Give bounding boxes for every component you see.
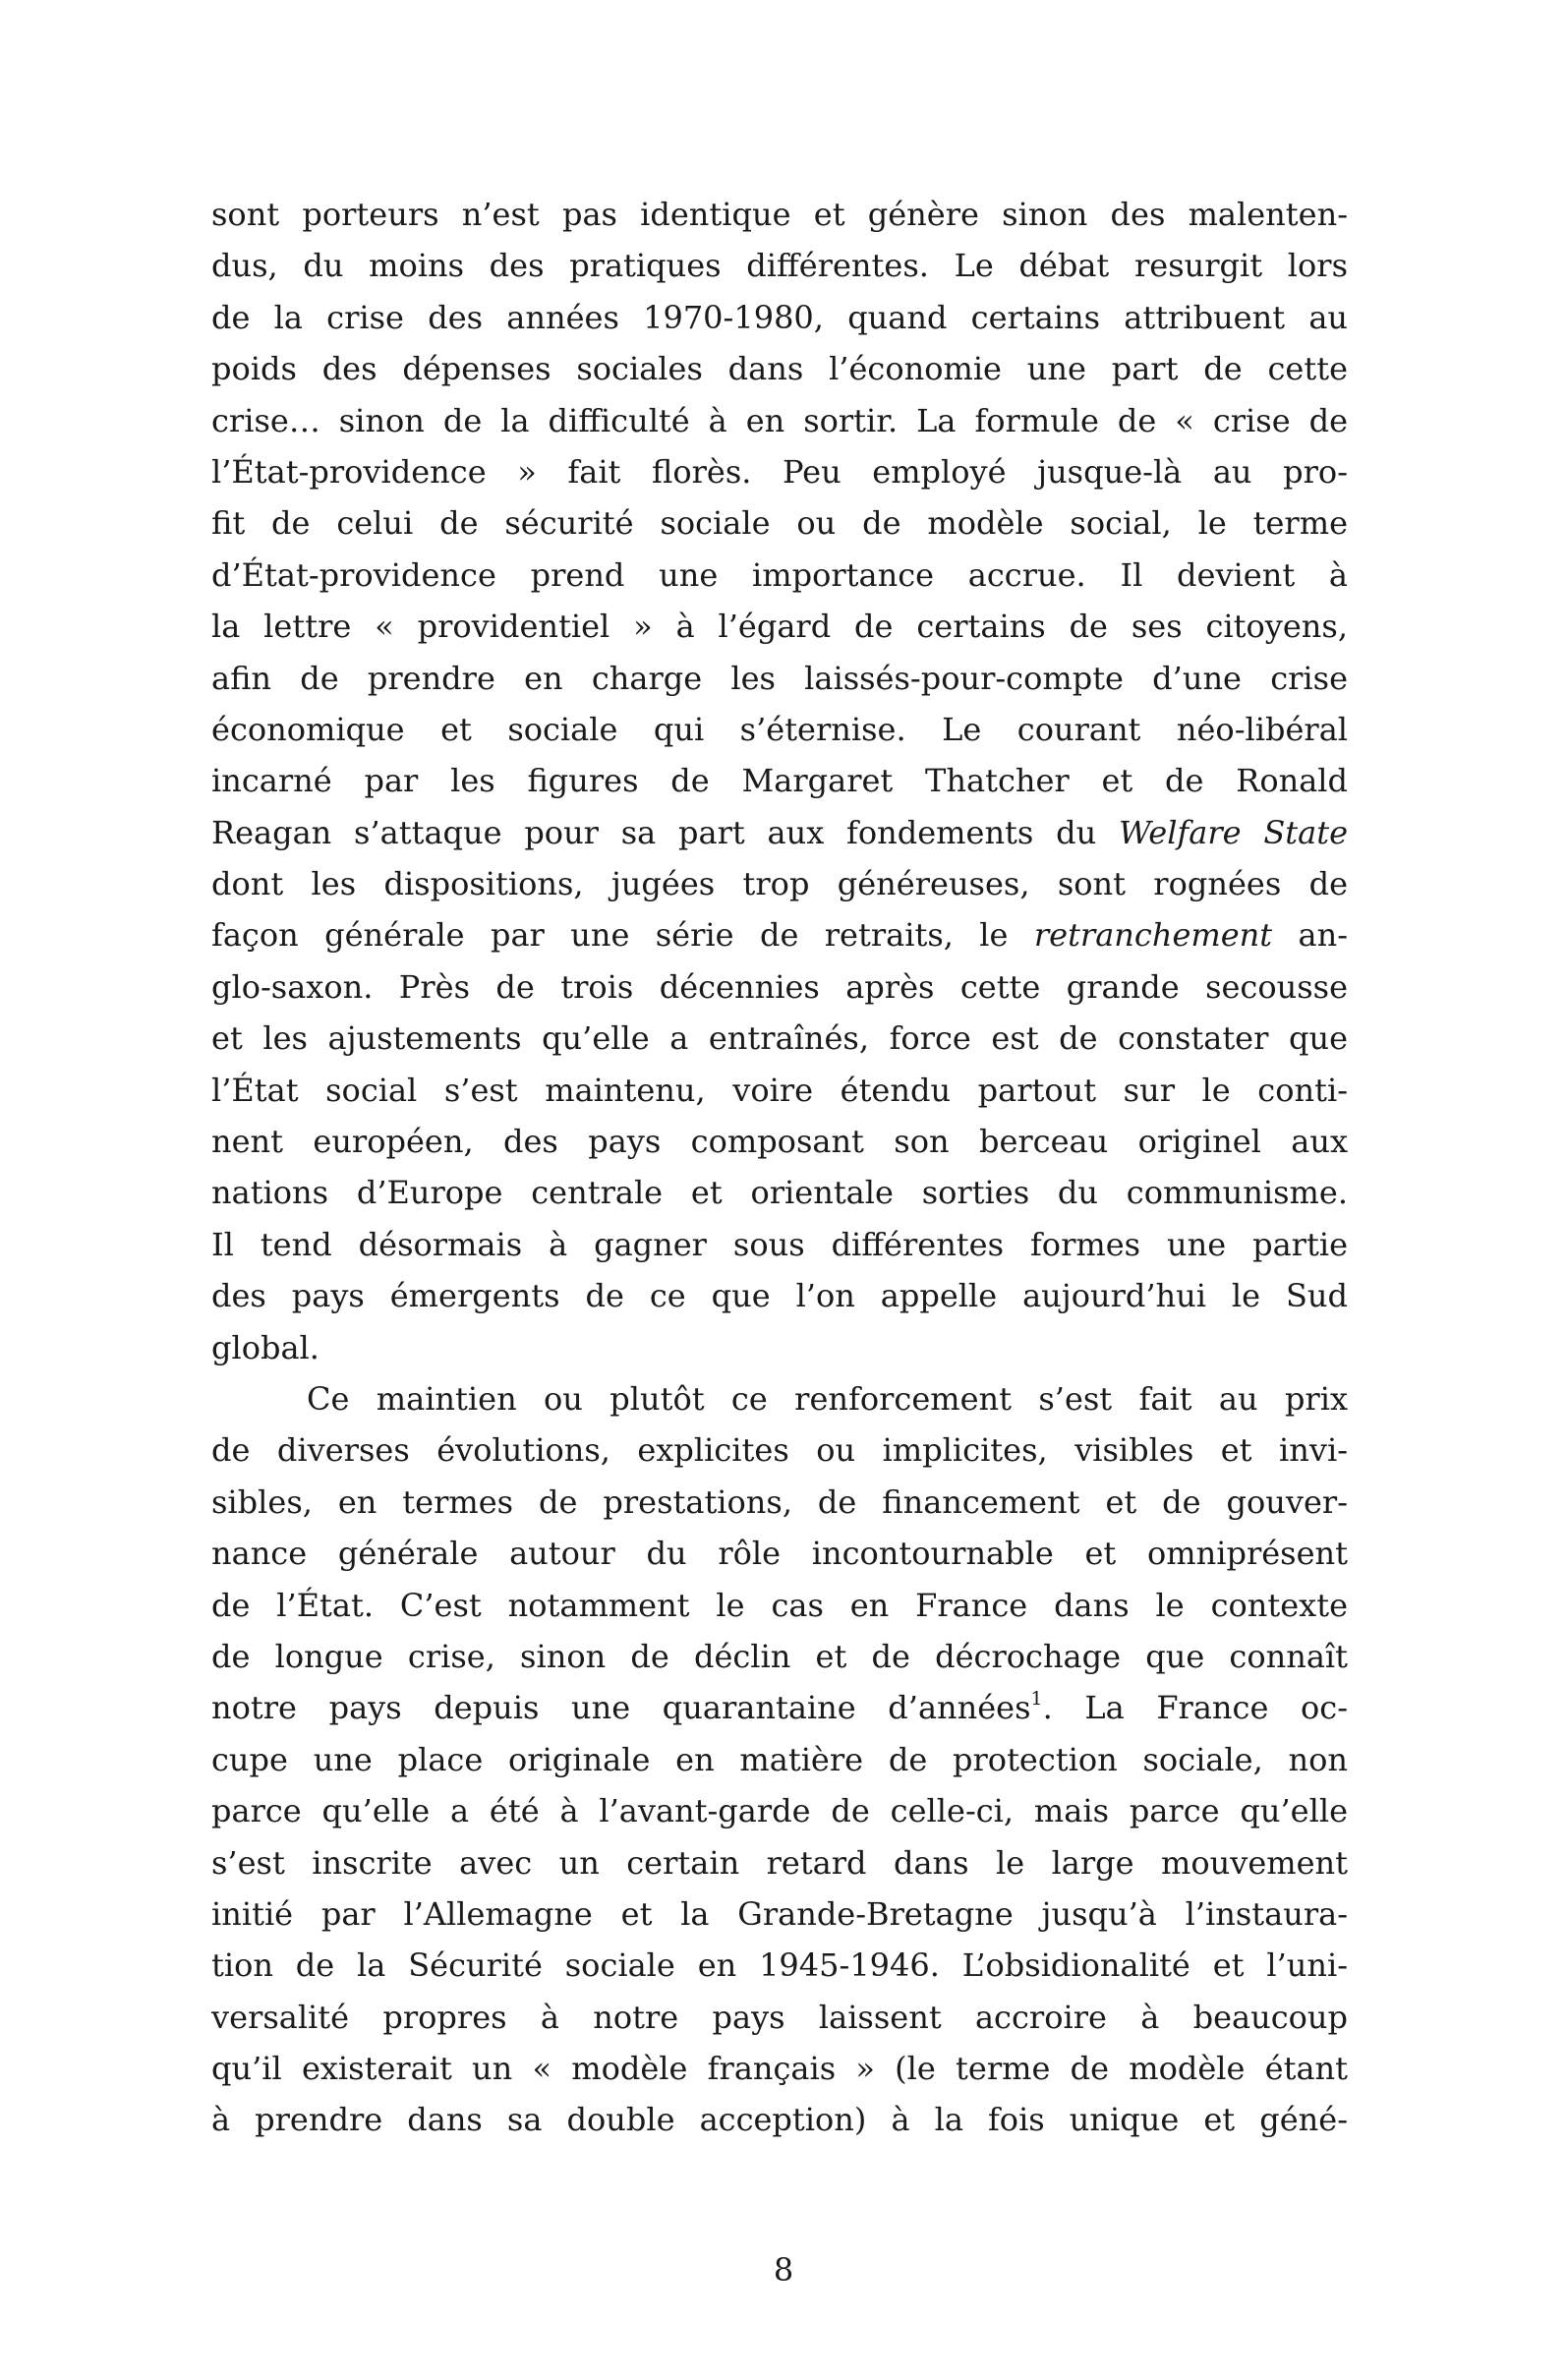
text-segment: . La France oc-: [1042, 1689, 1348, 1727]
italic-text: retranchement: [1033, 916, 1273, 955]
text-segment: Ce maintien ou plutôt ce renforcement s’est fait au prix: [307, 1379, 1348, 1418]
text-segment: l’État-providence » fait florès. Peu employé jusque-là au pro-: [211, 452, 1348, 491]
text-line: [211, 446, 1348, 497]
text-line: [211, 1837, 1348, 1888]
text-line: [211, 704, 1348, 755]
text-segment: et les ajustements qu’elle a entraînés, force est de constater que: [211, 1019, 1348, 1058]
text-segment: dont les dispositions, jugées trop généreuses, sont rognées de: [211, 865, 1348, 903]
text-line: [211, 755, 1348, 806]
text-segment: l’État social s’est maintenu, voire étendu partout sur le conti-: [211, 1071, 1348, 1109]
text-line: [211, 807, 1348, 858]
text-line: [211, 1682, 1348, 1733]
text-segment: nent européen, des pays composant son berceau originel aux: [211, 1123, 1348, 1161]
text-segment: de l’État. C’est notamment le cas en France dans le contexte: [211, 1586, 1348, 1624]
text-line: [211, 343, 1348, 394]
text-line: [211, 1322, 1348, 1373]
text-segment: s’est inscrite avec un certain retard dans le large mouvement: [211, 1843, 1348, 1882]
text-line: [211, 961, 1348, 1013]
text-line: [211, 1065, 1348, 1116]
text-segment: an-: [1272, 916, 1348, 955]
text-line: [211, 2043, 1348, 2094]
text-line: [211, 1631, 1348, 1682]
text-line: [211, 858, 1348, 909]
text-line: [211, 909, 1348, 960]
text-line: [211, 1580, 1348, 1631]
text-segment: la lettre « providentiel » à l’égard de certains de ses citoyens,: [211, 608, 1348, 646]
text-line: [211, 1424, 1348, 1476]
text-segment: global.: [211, 1328, 319, 1366]
text-line: [211, 1785, 1348, 1836]
paragraph: [211, 189, 1348, 1373]
text-line: [211, 395, 1348, 446]
paragraph: [211, 1373, 1348, 2146]
page-number: 8: [773, 2251, 794, 2289]
text-line: [211, 2094, 1348, 2145]
text-line: [211, 601, 1348, 652]
text-segment: à prendre dans sa double acception) à la fois unique et géné-: [211, 2101, 1348, 2139]
text-segment: initié par l’Allemagne et la Grande-Bretagne jusqu’à l’instaura-: [211, 1894, 1348, 1933]
text-line: [211, 189, 1348, 240]
text-line: [211, 1219, 1348, 1270]
text-segment: versalité propres à notre pays laissent accroire à beaucoup: [211, 1998, 1348, 2036]
text-line: [211, 497, 1348, 549]
text-line: [211, 1734, 1348, 1785]
text-line: [211, 292, 1348, 343]
text-segment: fit de celui de sécurité sociale ou de modèle social, le terme: [211, 504, 1348, 543]
text-segment: cupe une place originale en matière de protection sociale, non: [211, 1740, 1348, 1778]
text-segment: incarné par les figures de Margaret Thatcher et de Ronald: [211, 762, 1348, 800]
text-line: [211, 1270, 1348, 1321]
text-segment: nations d’Europe centrale et orientale sorties du communisme.: [211, 1174, 1348, 1212]
text-segment: économique et sociale qui s’éternise. Le courant néo-libéral: [211, 710, 1348, 748]
text-line: [211, 1167, 1348, 1218]
text-segment: de longue crise, sinon de déclin et de décrochage que connaît: [211, 1637, 1348, 1675]
text-line: [211, 1477, 1348, 1528]
text-segment: dus, du moins des pratiques différentes. Le débat resurgit lors: [211, 247, 1348, 285]
text-line: [211, 550, 1348, 601]
text-segment: afin de prendre en charge les laissés-pour-compte d’une crise: [211, 659, 1348, 697]
text-segment: nance générale autour du rôle incontournable et omniprésent: [211, 1535, 1348, 1573]
text-segment: sont porteurs n’est pas identique et génère sinon des malenten-: [211, 196, 1348, 233]
text-segment: qu’il existerait un « modèle français » (le terme de modèle étant: [211, 2050, 1348, 2088]
italic-text: Welfare State: [1118, 813, 1349, 851]
text-segment: de diverses évolutions, explicites ou implicites, visibles et invi-: [211, 1431, 1348, 1470]
text-line: [211, 240, 1348, 291]
text-segment: des pays émergents de ce que l’on appelle aujourd’hui le Sud: [211, 1277, 1348, 1315]
text-segment: d’État-providence prend une importance accrue. Il devient à: [211, 555, 1348, 594]
text-segment: glo-saxon. Près de trois décennies après cette grande secousse: [211, 967, 1348, 1006]
text-line: [211, 653, 1348, 704]
text-segment: parce qu’elle a été à l’avant-garde de celle-ci, mais parce qu’elle: [211, 1792, 1348, 1830]
text-line: [211, 1013, 1348, 1064]
text-line: [211, 1373, 1348, 1424]
text-line: [211, 1940, 1348, 1991]
text-segment: façon générale par une série de retraits, le: [211, 916, 1034, 955]
footnote-ref: 1: [1030, 1688, 1043, 1711]
text-line: [211, 1992, 1348, 2043]
text-segment: poids des dépenses sociales dans l’économie une part de cette: [211, 350, 1348, 388]
text-segment: crise… sinon de la difficulté à en sortir. La formule de « crise de: [211, 401, 1348, 439]
body-text: [211, 189, 1348, 2146]
text-line: [211, 1888, 1348, 1940]
text-segment: sibles, en termes de prestations, de financement et de gouver-: [211, 1482, 1348, 1521]
text-segment: de la crise des années 1970-1980, quand certains attribuent au: [211, 298, 1348, 336]
text-line: [211, 1528, 1348, 1579]
text-segment: Reagan s’attaque pour sa part aux fondements du: [211, 813, 1119, 851]
text-segment: Il tend désormais à gagner sous différentes formes une partie: [211, 1225, 1348, 1263]
text-segment: tion de la Sécurité sociale en 1945-1946. L’obsidionalité et l’uni-: [211, 1946, 1348, 1985]
text-segment: notre pays depuis une quarantaine d’années: [211, 1689, 1031, 1727]
text-line: [211, 1116, 1348, 1167]
